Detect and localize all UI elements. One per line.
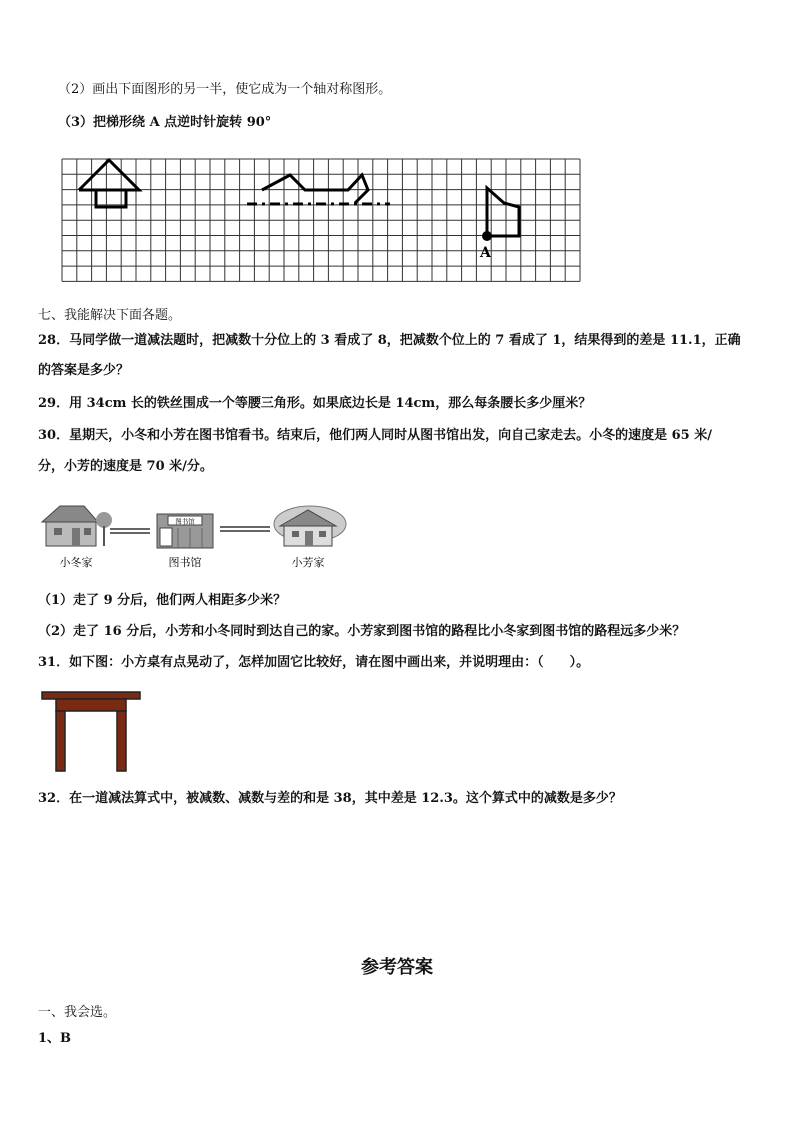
question-28-line-1: 28．马同学做一道减法题时，把减数十分位上的 3 看成了 8，把减数个位上的 7 看成了 1，结果得到的差是 11.1，正确: [38, 333, 741, 348]
question-29: 29．用 34cm 长的铁丝围成一个等腰三角形。如果底边长是 14cm，那么每条腰长多少厘米？: [38, 396, 592, 411]
label-library: 图书馆: [168, 556, 202, 569]
section-1-heading: 一、我会选。: [38, 1005, 117, 1020]
question-31: 31．如下图：小方桌有点晃动了，怎样加固它比较好，请在图中画出来，并说明理由：（ ）。: [38, 655, 590, 670]
label-xiaodong-home: 小冬家: [59, 556, 93, 569]
half-shape: [262, 175, 368, 203]
answers-title: 参考答案: [361, 957, 433, 978]
question-part-3: （3）把梯形绕 A 点逆时针旋转 90°: [58, 115, 272, 130]
route-illustration: [40, 498, 360, 578]
grid-lines: [62, 159, 580, 281]
house-icon-xiaofang: [274, 506, 346, 546]
point-a-dot: [482, 231, 492, 241]
table-illustration: [40, 690, 142, 774]
question-30-sub-2: （2）走了 16 分后，小芳和小冬同时到达自己的家。小芳家到图书馆的路程比小冬家到图书馆的路程远多少米？: [38, 624, 686, 639]
question-part-2: （2）画出下面图形的另一半，使它成为一个轴对称图形。: [58, 82, 392, 97]
question-32: 32．在一道减法算式中，被减数、减数与差的和是 38，其中差是 12.3。这个算式中的减数是多少？: [38, 791, 622, 806]
question-28-line-2: 的答案是多少？: [38, 363, 130, 378]
question-30-line-1: 30．星期天，小冬和小芳在图书馆看书。结束后，他们两人同时从图书馆出发，向自己家走去。小冬的速度是 65 米/: [38, 428, 712, 443]
trapezoid-shape: [487, 188, 519, 236]
section-7-heading: 七、我能解决下面各题。: [38, 308, 182, 323]
question-30-sub-1: （1）走了 9 分后，他们两人相距多少米？: [38, 593, 287, 608]
label-xiaofang-home: 小芳家: [291, 556, 325, 569]
point-a-label: A: [480, 245, 491, 261]
library-icon: [157, 514, 213, 548]
question-30-line-2: 分，小芳的速度是 70 米/分。: [38, 459, 213, 474]
library-sign: 图书馆: [175, 517, 195, 526]
house-icon-xiaodong: [42, 506, 112, 546]
grid-figure: [60, 155, 584, 286]
answer-1: 1、B: [38, 1031, 72, 1046]
house-shape: [79, 160, 139, 207]
